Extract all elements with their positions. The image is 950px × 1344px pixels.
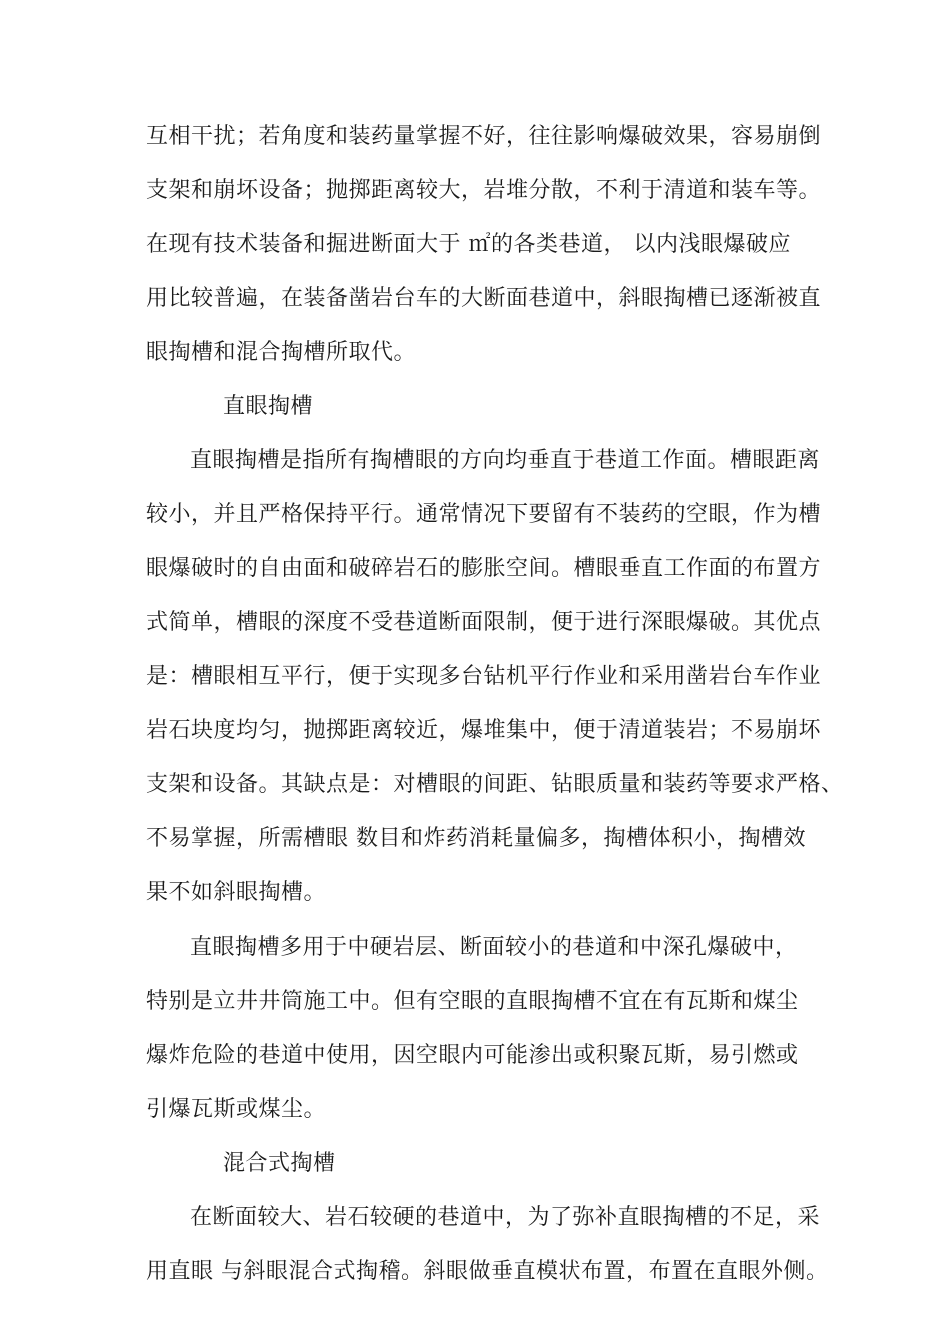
text-line: 直眼掏槽多用于中硬岩层、断面较小的巷道和中深孔爆破中， [190, 935, 798, 960]
text-line: 支架和崩坏设备；抛掷距离较大，岩堆分散，不利于清道和装车等。 [146, 178, 822, 203]
text-line: 果不如斜眼掏槽。 [146, 880, 327, 905]
text-line: 引爆瓦斯或煤尘。 [146, 1097, 327, 1122]
text-line: 在断面较大、岩石较硬的巷道中，为了弥补直眼掏槽的不足，采 [190, 1205, 821, 1230]
text-line: 互相干扰；若角度和装药量掌握不好，往往影响爆破效果，容易崩倒 [146, 124, 822, 149]
section-heading: 直眼掏槽 [223, 394, 314, 419]
text-line: 在现有技术装备和掘进断面大于 ㎡的各类巷道， 以内浅眼爆破应 [146, 232, 791, 257]
text-line: 眼爆破时的自由面和破碎岩石的膨胀空间。槽眼垂直工作面的布置方 [146, 556, 822, 581]
text-line: 支架和设备。其缺点是：对槽眼的间距、钻眼质量和装药等要求严格、 [146, 772, 844, 797]
text-line: 爆炸危险的巷道中使用，因空眼内可能渗出或积聚瓦斯，易引燃或 [146, 1043, 799, 1068]
text-line: 岩石块度均匀，抛掷距离较近，爆堆集中，便于清道装岩；不易崩坏 [146, 718, 822, 743]
text-line: 特别是立井井筒施工中。但有空眼的直眼掏槽不宜在有瓦斯和煤尘 [146, 989, 799, 1014]
text-line: 不易掌握，所需槽眼 数目和炸药消耗量偏多，掏槽体积小，掏槽效 [146, 826, 806, 851]
text-line: 用直眼 与斜眼混合式掏稽。斜眼做垂直模状布置，布置在直眼外侧。 [146, 1259, 829, 1284]
text-line: 式简单，槽眼的深度不受巷道断面限制，便于进行深眼爆破。其优点 [146, 610, 822, 635]
section-heading: 混合式掏槽 [223, 1151, 336, 1176]
text-line: 用比较普遍，在装备凿岩台车的大断面巷道中，斜眼掏槽已逐渐被直 [146, 286, 822, 311]
text-line: 较小，并且严格保持平行。通常情况下要留有不装药的空眼，作为槽 [146, 502, 822, 527]
text-line: 直眼掏槽是指所有掏槽眼的方向均垂直于巷道工作面。槽眼距离 [190, 448, 821, 473]
text-line: 眼掏槽和混合掏槽所取代。 [146, 340, 417, 365]
text-line: 是：槽眼相互平行，便于实现多台钻机平行作业和采用凿岩台车作业 [146, 664, 822, 689]
